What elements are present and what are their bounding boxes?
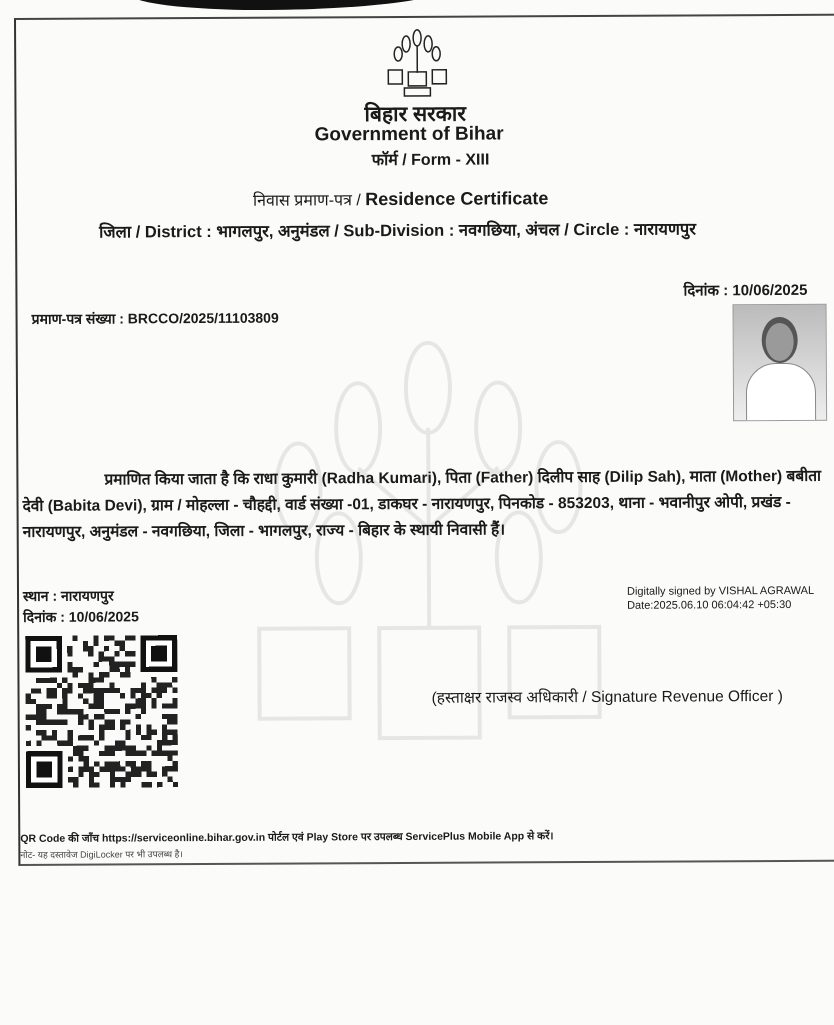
district-line: जिला / District : भागलपुर, अनुमंडल / Sub-Division : नवगछिया, अंचल / Circle : नारायणपुर	[99, 220, 697, 242]
gov-english: Government of Bihar	[314, 123, 504, 146]
signed-date: Date:2025.06.10 06:04:42 +05:30	[627, 598, 792, 612]
signed-by: Digitally signed by VISHAL AGRAWAL	[626, 584, 815, 598]
certificate-title	[253, 187, 548, 211]
photo-edge-shadow	[130, 0, 450, 10]
place: स्थान : नारायणपुर	[22, 587, 114, 604]
residence-certificate	[14, 14, 834, 866]
signature-label: (हस्ताक्षर राजस्व अधिकारी / Signature Revenue Officer )	[431, 687, 783, 707]
digital-signature	[627, 584, 814, 613]
applicant-photo	[733, 304, 828, 421]
certificate-statement: प्रमाणित किया जाता है कि राधा कुमारी (Radha Kumari), पिता (Father) दिलीप साह (Dilip Sah), माता (Mother) बबीता देवी (Babita Devi), ग्राम / मोहल्ला - चौहद्दी, वार्ड संख्या -01, डाकघर - नारायणपुर, पिनकोड - 853203, थाना - भवानीपुर ओपी, प्रखंड - नारायणपुर, अनुमंडल - नवगछिया, जिला - भागलपुर, राज्य - बिहार के स्थायी निवासी हैं।	[22, 467, 822, 541]
date-top: दिनांक : 10/06/2025	[683, 281, 808, 300]
digilocker-note: नोट- यह दस्तावेज DigiLocker पर भी उपलब्ध है।	[20, 849, 183, 860]
date-bottom: दिनांक : 10/06/2025	[23, 608, 139, 625]
title-hindi: निवास प्रमाण-पत्र /	[252, 192, 366, 210]
qr-verification-note: QR Code की जाँच https://serviceonline.bihar.gov.in पोर्टल एवं Play Store पर उपलब्ध ServicePlus Mobile App से करें।	[20, 830, 554, 845]
bihar-emblem-icon	[384, 28, 450, 98]
form-number: फॉर्म / Form - XIII	[371, 151, 490, 170]
certificate-number: प्रमाण-पत्र संख्या : BRCCO/2025/11103809	[31, 309, 279, 327]
qr-code[interactable]	[25, 631, 178, 792]
gov-hindi: बिहार सरकार	[364, 102, 466, 127]
bihar-emblem-watermark-icon	[238, 327, 621, 849]
title-english: Residence Certificate	[365, 188, 549, 210]
